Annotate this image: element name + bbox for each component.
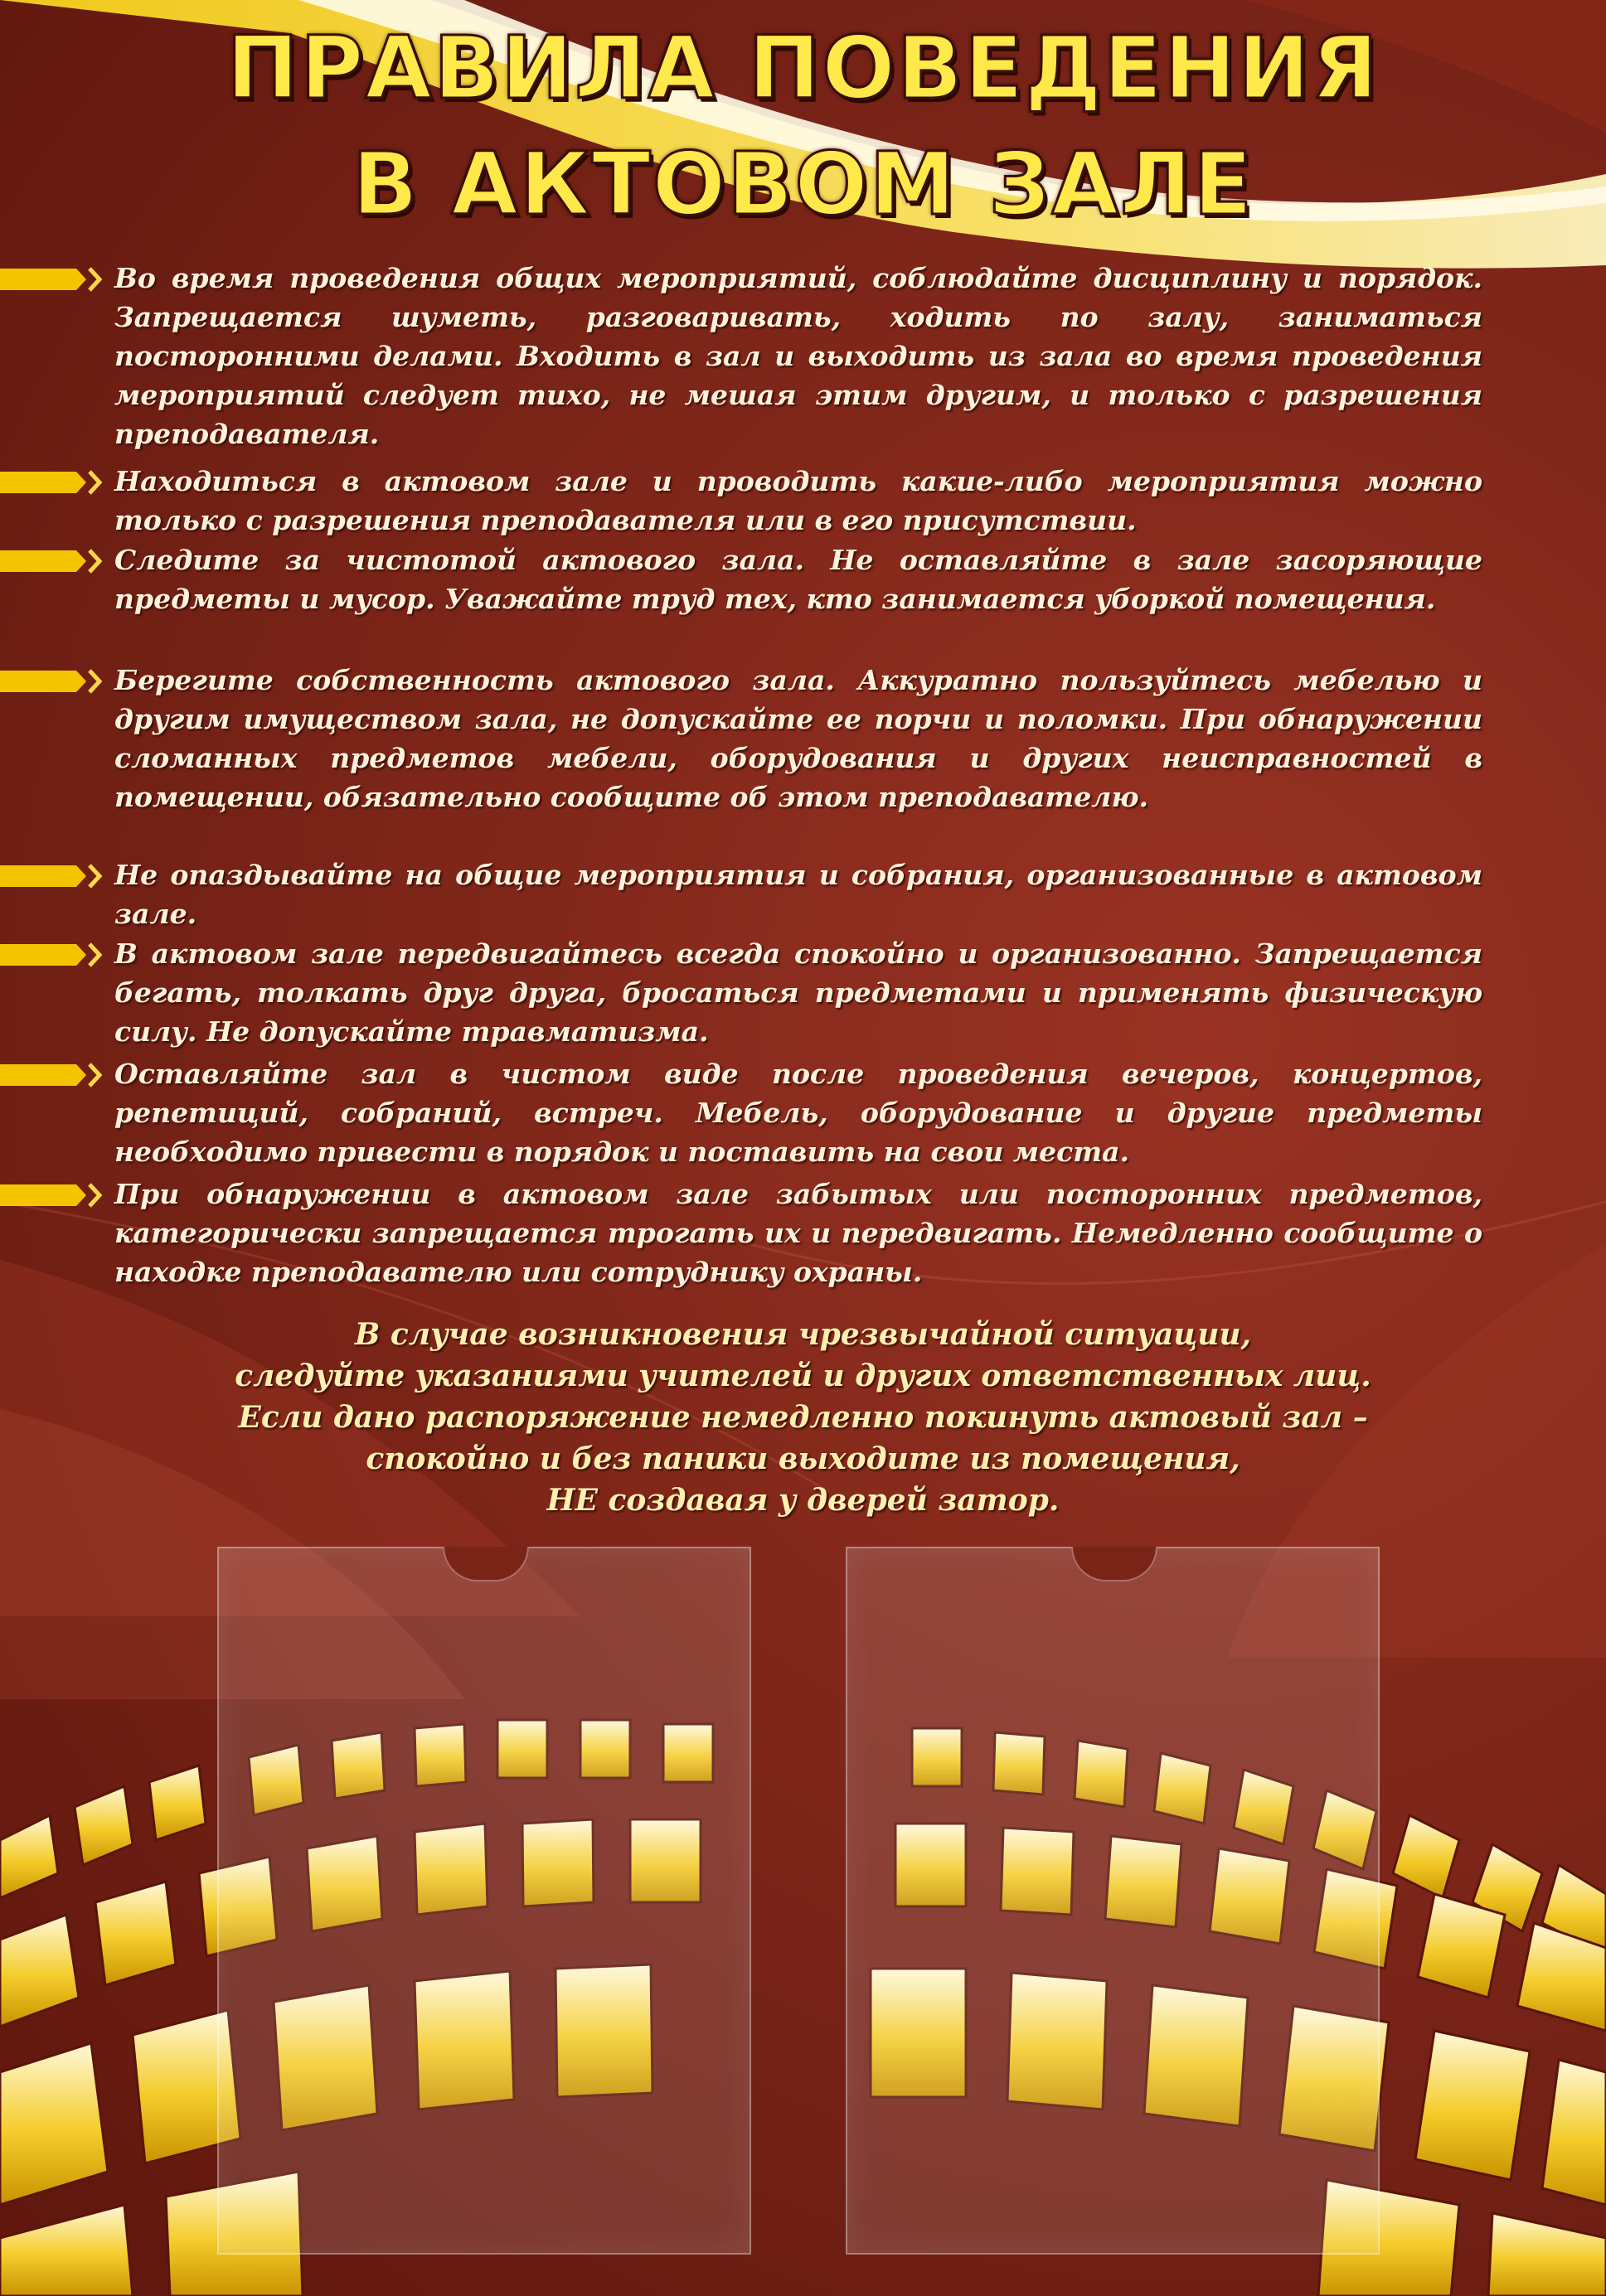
emergency-line-5: НЕ создавая у дверей затор. [546, 1483, 1060, 1518]
rule-text-2: Находиться в актовом зале и проводить какие-либо мероприятия можно только с разрешения преподавателя или в его присутствии. [114, 465, 1482, 536]
arrow-bullet-icon [0, 667, 108, 695]
emergency-line-4: спокойно и без паники выходите из помещения, [366, 1441, 1240, 1476]
pocket-notch [443, 1547, 529, 1582]
arrow-bullet-icon [0, 1181, 108, 1209]
arrow-bullet-icon [0, 468, 108, 496]
arrow-bullet-icon [0, 547, 108, 575]
arrow-bullet-icon [0, 862, 108, 890]
emergency-line-3: Если дано распоряжение немедленно покинуть актовый зал – [238, 1400, 1368, 1435]
emergency-line-2: следуйте указаниями учителей и других ответственных лиц. [235, 1359, 1371, 1393]
rule-text-3: Следите за чистотой актового зала. Не оставляйте в зале засоряющие предметы и мусор. Уважайте труд тех, кто занимается уборкой помещения. [114, 544, 1482, 615]
poster-title-line-1: ПРАВИЛА ПОВЕДЕНИЯ [226, 17, 1380, 119]
rule-text-5: Не опаздывайте на общие мероприятия и собрания, организованные в актовом зале. [114, 859, 1482, 930]
rule-text-8: При обнаружении в актовом зале забытых или посторонних предметов, категорически запрещается трогать их и передвигать. Немедленно сообщите о находке преподавателю или сотруднику охраны. [114, 1178, 1482, 1288]
rule-text-1: Во время проведения общих мероприятий, соблюдайте дисциплину и порядок. Запрещается шуметь, разговаривать, ходить по залу, заниматься посторонними делами. Входить в зал и выходить из зала во время проведения мероприятий следует тихо, не мешая этим другим, и только с разрешения преподавателя. [114, 262, 1482, 450]
emergency-notice [166, 1314, 1440, 1521]
poster-title-line-2: В АКТОВОМ ЗАЛЕ [352, 133, 1254, 235]
rule-text-7: Оставляйте зал в чистом виде после проведения вечеров, концертов, репетиций, собраний, встреч. Мебель, оборудование и другие предметы необходимо привести в порядок и поставить на свои места. [114, 1058, 1482, 1168]
document-pocket-right [846, 1547, 1380, 2255]
arrow-bullet-icon [0, 265, 108, 293]
pocket-notch [1071, 1547, 1157, 1582]
rule-text-6: В актовом зале передвигайтесь всегда спокойно и организованно. Запрещается бегать, толкать друг друга, бросаться предметами и применять физическую силу. Не допускайте травматизма. [114, 937, 1482, 1048]
arrow-bullet-icon [0, 1061, 108, 1089]
document-pocket-left [217, 1547, 751, 2255]
arrow-bullet-icon [0, 941, 108, 969]
emergency-line-1: В случае возникновения чрезвычайной ситуации, [354, 1317, 1252, 1352]
rule-text-4: Берегите собственность актового зала. Аккуратно пользуйтесь мебелью и другим имуществом зала, не допускайте ее порчи и поломки. При обнаружении сломанных предметов мебели, оборудования и других неисправностей в помещении, обязательно сообщите об этом преподавателю. [114, 664, 1482, 813]
